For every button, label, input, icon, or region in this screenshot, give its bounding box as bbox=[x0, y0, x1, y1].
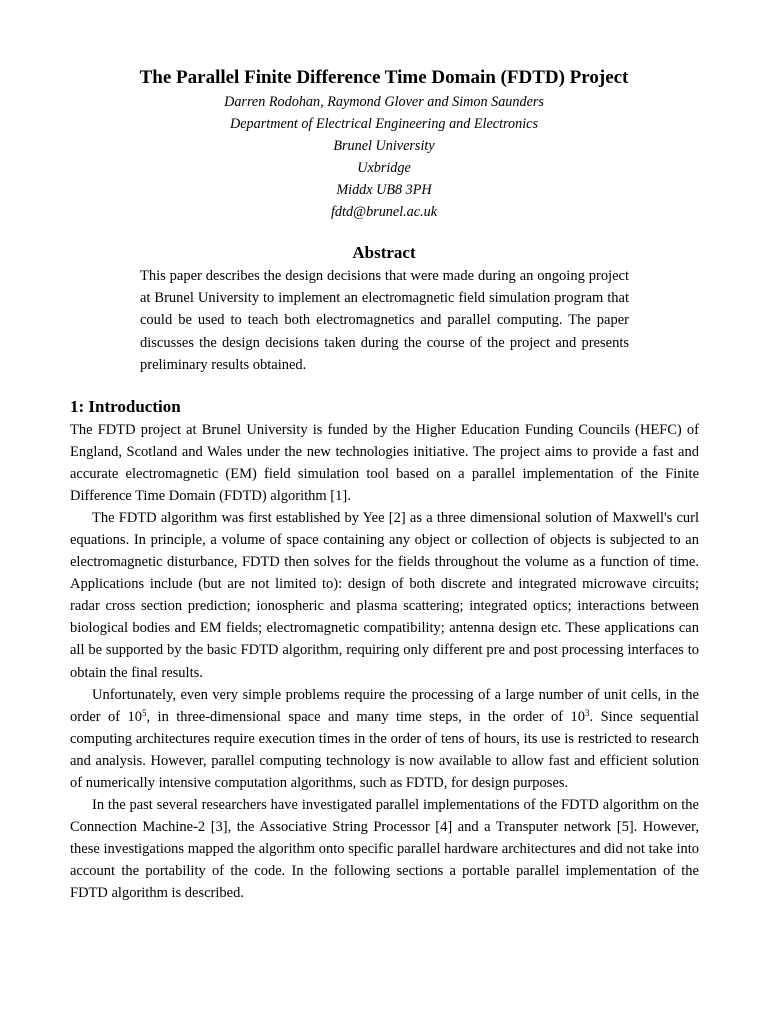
author-list: Darren Rodohan, Raymond Glover and Simon Saunders bbox=[224, 94, 544, 110]
introduction-paragraph-1: The FDTD project at Brunel University is funded by the Higher Education Funding Councils (HEFC) of England, Scotland and Wales under the new technologies initiative. The project aims to provide a fast and accurate electromagnetic (EM) field simulation tool based on a parallel implementation of the Finite Difference Time Domain (FDTD) algorithm [1]. bbox=[70, 422, 699, 505]
affiliation-department: Department of Electrical Engineering and Electronics bbox=[230, 116, 538, 132]
affiliation-city: Uxbridge bbox=[357, 160, 411, 176]
paper-title: The Parallel Finite Difference Time Domain (FDTD) Project bbox=[139, 67, 629, 88]
paragraph-3-text-c: . Since sequential computing architectures require execution times in the order of tens of hours, its use is restricted to research and analysis. However, parallel computing technology is now available to allow fast and efficient solution of numerically intensive computation algorithms, such as FDTD, for design purposes. bbox=[70, 708, 699, 791]
introduction-paragraph-2: The FDTD algorithm was first established by Yee [2] as a three dimensional solution of Maxwell's curl equations. In principle, a volume of space containing any object or collection of objects is subjected to an electromagnetic disturbance, FDTD then solves for the fields throughout the volume as a function of time. Applications include (but are not limited to): design of both discrete and integrated microwave circuits; radar cross section prediction; ionospheric and plasma scattering; integrated optics; interactions between biological bodies and EM fields; electromagnetic compatibility; antenna design etc. These applications can all be supported by the basic FDTD algorithm, requiring only different pre and post processing interfaces to obtain the final results. bbox=[70, 510, 699, 681]
affiliation-university: Brunel University bbox=[333, 138, 435, 154]
affiliation-postcode: Middx UB8 3PH bbox=[336, 182, 432, 198]
introduction-paragraph-3 bbox=[70, 684, 699, 794]
contact-email: fdtd@brunel.ac.uk bbox=[330, 204, 438, 220]
exponent-cells: 5 bbox=[142, 707, 147, 718]
introduction-paragraph-4: In the past several researchers have investigated parallel implementations of the FDTD algorithm on the Connection Machine-2 [3], the Associative String Processor [4] and a Transputer network [5]. However, these investigations mapped the algorithm onto specific parallel hardware architectures and did not take into account the portability of the code. In the following sections a portable parallel implementation of the FDTD algorithm is described. bbox=[70, 796, 699, 901]
introduction-heading: 1: Introduction bbox=[70, 397, 181, 416]
introduction-body bbox=[70, 419, 699, 904]
paragraph-3-text-a: Unfortunately, even very simple problems require the processing of a large number of unit cells, in the order of 10 bbox=[70, 686, 699, 725]
abstract-heading: Abstract bbox=[352, 243, 416, 262]
paper-header bbox=[0, 64, 768, 223]
abstract-text: This paper describes the design decisions that were made during an ongoing project at Brunel University to implement an electromagnetic field simulation program that could be used to teach both electromagnetics and parallel computing. The paper discusses the design decisions taken during the course of the project and presents preliminary results obtained. bbox=[140, 268, 629, 373]
exponent-time-steps: 3 bbox=[585, 707, 590, 718]
paragraph-3-text-b: , in three-dimensional space and many time steps, in the order of 10 bbox=[146, 708, 586, 725]
